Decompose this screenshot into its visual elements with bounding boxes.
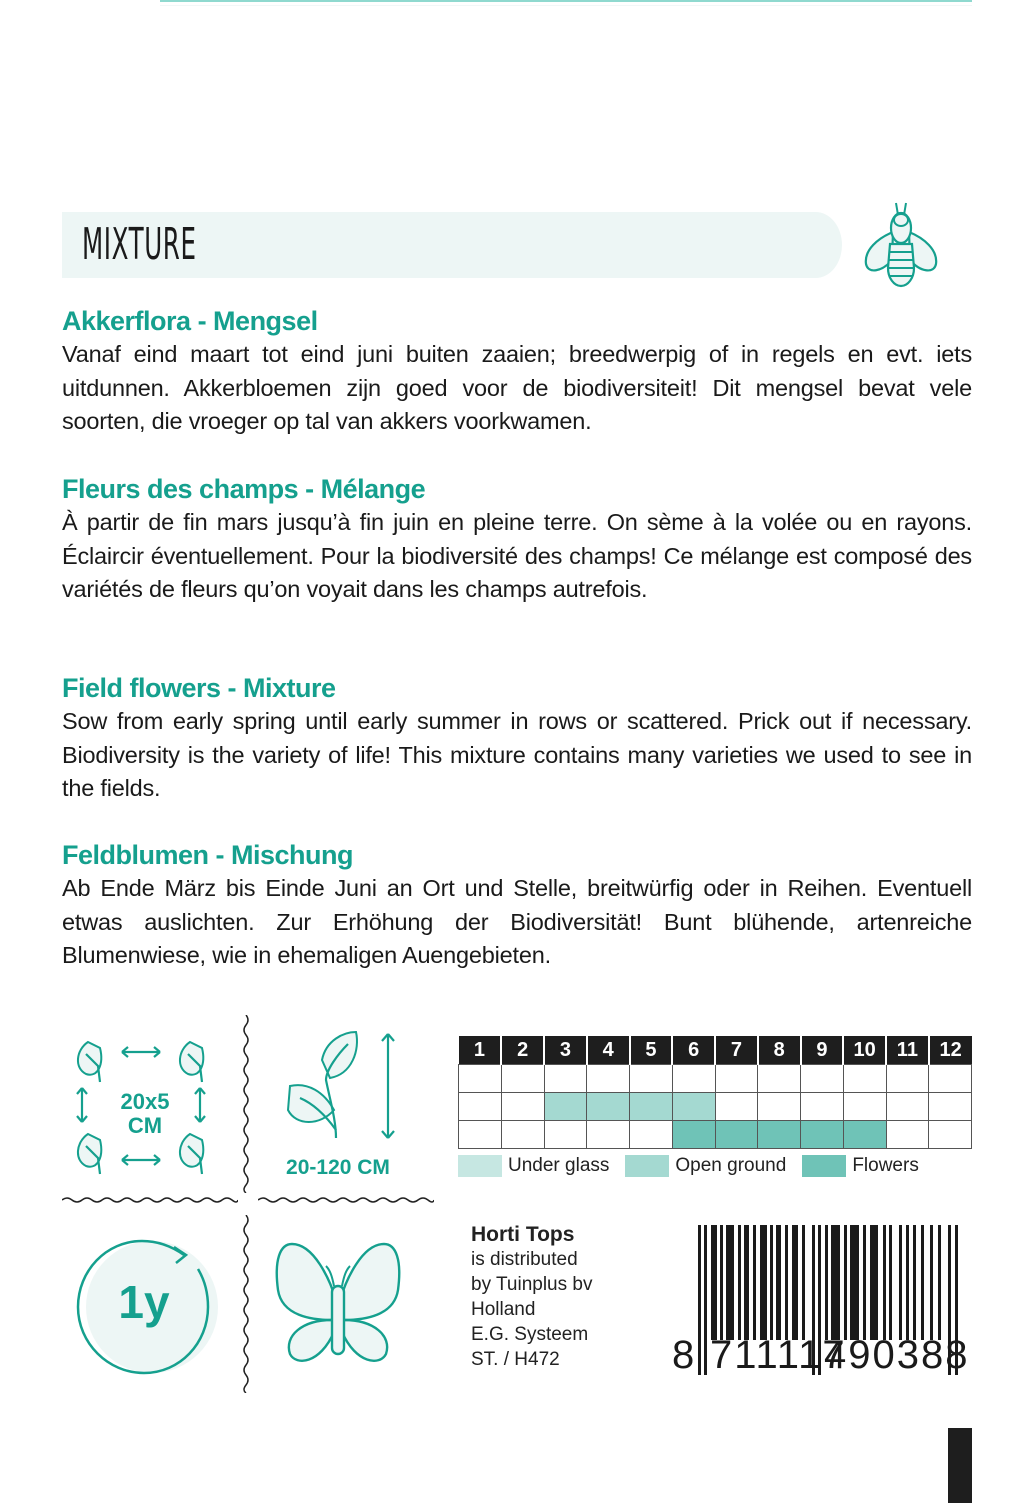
cell bbox=[544, 1121, 587, 1149]
cell bbox=[886, 1065, 929, 1093]
cell bbox=[715, 1065, 758, 1093]
cell bbox=[630, 1121, 673, 1149]
month-header: 12 bbox=[929, 1036, 972, 1065]
spacing-value: 20x5 bbox=[120, 1089, 170, 1114]
section-body: Sow from early spring until early summer in rows or scattered. Prick out if necessary. Biodiversity is the variety of life! This mixture contains many varieties we used to see in the fields. bbox=[62, 708, 972, 801]
legend-item-under-glass bbox=[458, 1155, 609, 1177]
cell bbox=[672, 1065, 715, 1093]
month-header: 1 bbox=[459, 1036, 502, 1065]
cell bbox=[929, 1121, 972, 1149]
butterfly-icon bbox=[272, 1240, 407, 1370]
cell bbox=[929, 1093, 972, 1121]
cell bbox=[886, 1093, 929, 1121]
swatch-flowers bbox=[802, 1155, 846, 1177]
section-de bbox=[62, 838, 972, 973]
swatch-under-glass bbox=[458, 1155, 502, 1177]
cell bbox=[758, 1093, 801, 1121]
section-body: Ab Ende März bis Einde Juni an Ort und Stelle, breitwürfig oder in Reihen. Eventuell etwas auslichten. Zur Erhöhung der Biodiversität! Bunt blühende, artenreiche Blumenwiese, wie in ehemaligen Auengebieten. bbox=[62, 875, 972, 968]
sowing-calendar bbox=[458, 1036, 972, 1177]
month-header: 10 bbox=[843, 1036, 886, 1065]
section-heading: Field flowers - Mixture bbox=[62, 673, 336, 703]
row-flowers bbox=[459, 1121, 972, 1149]
cell bbox=[459, 1121, 502, 1149]
cell bbox=[843, 1065, 886, 1093]
section-body: À partir de fin mars jusqu’à fin juin en pleine terre. On sème à la volée ou en rayons. Éclaircir éventuellement. Pour la biodiversité des champs! Ce mélange est composé des variétés de fleurs qu’on voyait dans les champs autrefois. bbox=[62, 509, 972, 602]
icons-grid bbox=[60, 1010, 450, 1400]
top-rule bbox=[160, 0, 972, 2]
wavy-divider-icon bbox=[258, 1195, 434, 1205]
barcode-left-digits: 711117 bbox=[710, 1333, 847, 1377]
distributor-line: Holland bbox=[471, 1299, 536, 1320]
row-open-ground bbox=[459, 1093, 972, 1121]
month-header: 7 bbox=[715, 1036, 758, 1065]
legend-label: Open ground bbox=[675, 1155, 787, 1176]
spacing-cell bbox=[60, 1030, 235, 1180]
cell bbox=[587, 1121, 630, 1149]
distributor-line: is distributed bbox=[471, 1249, 578, 1270]
cell bbox=[459, 1093, 502, 1121]
wavy-divider-icon bbox=[240, 1215, 252, 1393]
banner-title: MIXTURE bbox=[82, 219, 197, 270]
cell bbox=[886, 1121, 929, 1149]
legend-label: Under glass bbox=[508, 1155, 610, 1176]
calendar-table bbox=[458, 1036, 972, 1149]
wavy-divider-icon bbox=[240, 1015, 252, 1193]
section-heading: Feldblumen - Mischung bbox=[62, 840, 353, 870]
cell bbox=[501, 1065, 544, 1093]
cell bbox=[843, 1093, 886, 1121]
wavy-divider-icon bbox=[62, 1195, 238, 1205]
cell-open-ground bbox=[672, 1093, 715, 1121]
month-header: 6 bbox=[672, 1036, 715, 1065]
distributor-line: by Tuinplus bv bbox=[471, 1274, 593, 1295]
calendar-legend bbox=[458, 1155, 972, 1177]
cell-open-ground bbox=[587, 1093, 630, 1121]
month-header-row bbox=[459, 1036, 972, 1065]
cell bbox=[801, 1065, 844, 1093]
cell bbox=[758, 1065, 801, 1093]
lifecycle-value: 1y bbox=[118, 1276, 170, 1328]
month-header: 8 bbox=[758, 1036, 801, 1065]
cell bbox=[630, 1065, 673, 1093]
mixture-banner bbox=[62, 212, 842, 278]
section-heading: Fleurs des champs - Mélange bbox=[62, 474, 426, 504]
lifecycle-cell bbox=[72, 1235, 222, 1385]
month-header: 11 bbox=[886, 1036, 929, 1065]
bee-icon bbox=[856, 198, 946, 290]
month-header: 5 bbox=[630, 1036, 673, 1065]
cell bbox=[459, 1065, 502, 1093]
legend-label: Flowers bbox=[852, 1155, 919, 1176]
cell-open-ground bbox=[544, 1093, 587, 1121]
cell bbox=[544, 1065, 587, 1093]
legend-item-flowers bbox=[802, 1155, 919, 1177]
edge-marker bbox=[948, 1428, 972, 1503]
cell bbox=[501, 1093, 544, 1121]
cell-flowers bbox=[801, 1121, 844, 1149]
section-body: Vanaf eind maart tot eind juni buiten zaaien; breedwerpig of in regels en evt. iets uitdunnen. Akkerbloemen zijn goed voor de biodiversiteit! Dit mengsel bevat vele soorten, die vroeger op tal van akkers voorkwamen. bbox=[62, 341, 972, 434]
cell-flowers bbox=[715, 1121, 758, 1149]
row-under-glass bbox=[459, 1065, 972, 1093]
month-header: 4 bbox=[587, 1036, 630, 1065]
barcode-right-digits: 490388 bbox=[824, 1333, 970, 1377]
distributor-line: ST. / H472 bbox=[471, 1349, 560, 1370]
section-nl bbox=[62, 304, 972, 439]
barcode-first-digit: 8 bbox=[672, 1333, 697, 1377]
cell bbox=[801, 1093, 844, 1121]
height-cell bbox=[260, 1030, 440, 1190]
legend-item-open-ground bbox=[625, 1155, 786, 1177]
swatch-open-ground bbox=[625, 1155, 669, 1177]
spacing-unit: CM bbox=[127, 1113, 163, 1138]
cell bbox=[501, 1121, 544, 1149]
top-rule-faint bbox=[160, 5, 972, 6]
distributor-info bbox=[471, 1222, 592, 1372]
cell-open-ground bbox=[630, 1093, 673, 1121]
height-value: 20-120 CM bbox=[286, 1156, 390, 1179]
brand-name: Horti Tops bbox=[471, 1223, 575, 1246]
section-heading: Akkerflora - Mengsel bbox=[62, 306, 318, 336]
cell-flowers bbox=[843, 1121, 886, 1149]
section-fr bbox=[62, 472, 972, 607]
cell bbox=[929, 1065, 972, 1093]
cell-flowers bbox=[758, 1121, 801, 1149]
plant-height-icon bbox=[260, 1030, 440, 1150]
month-header: 2 bbox=[501, 1036, 544, 1065]
section-en bbox=[62, 671, 972, 806]
month-header: 3 bbox=[544, 1036, 587, 1065]
distributor-line: E.G. Systeem bbox=[471, 1324, 589, 1345]
cell-flowers bbox=[672, 1121, 715, 1149]
cell bbox=[715, 1093, 758, 1121]
month-header: 9 bbox=[801, 1036, 844, 1065]
cell bbox=[587, 1065, 630, 1093]
